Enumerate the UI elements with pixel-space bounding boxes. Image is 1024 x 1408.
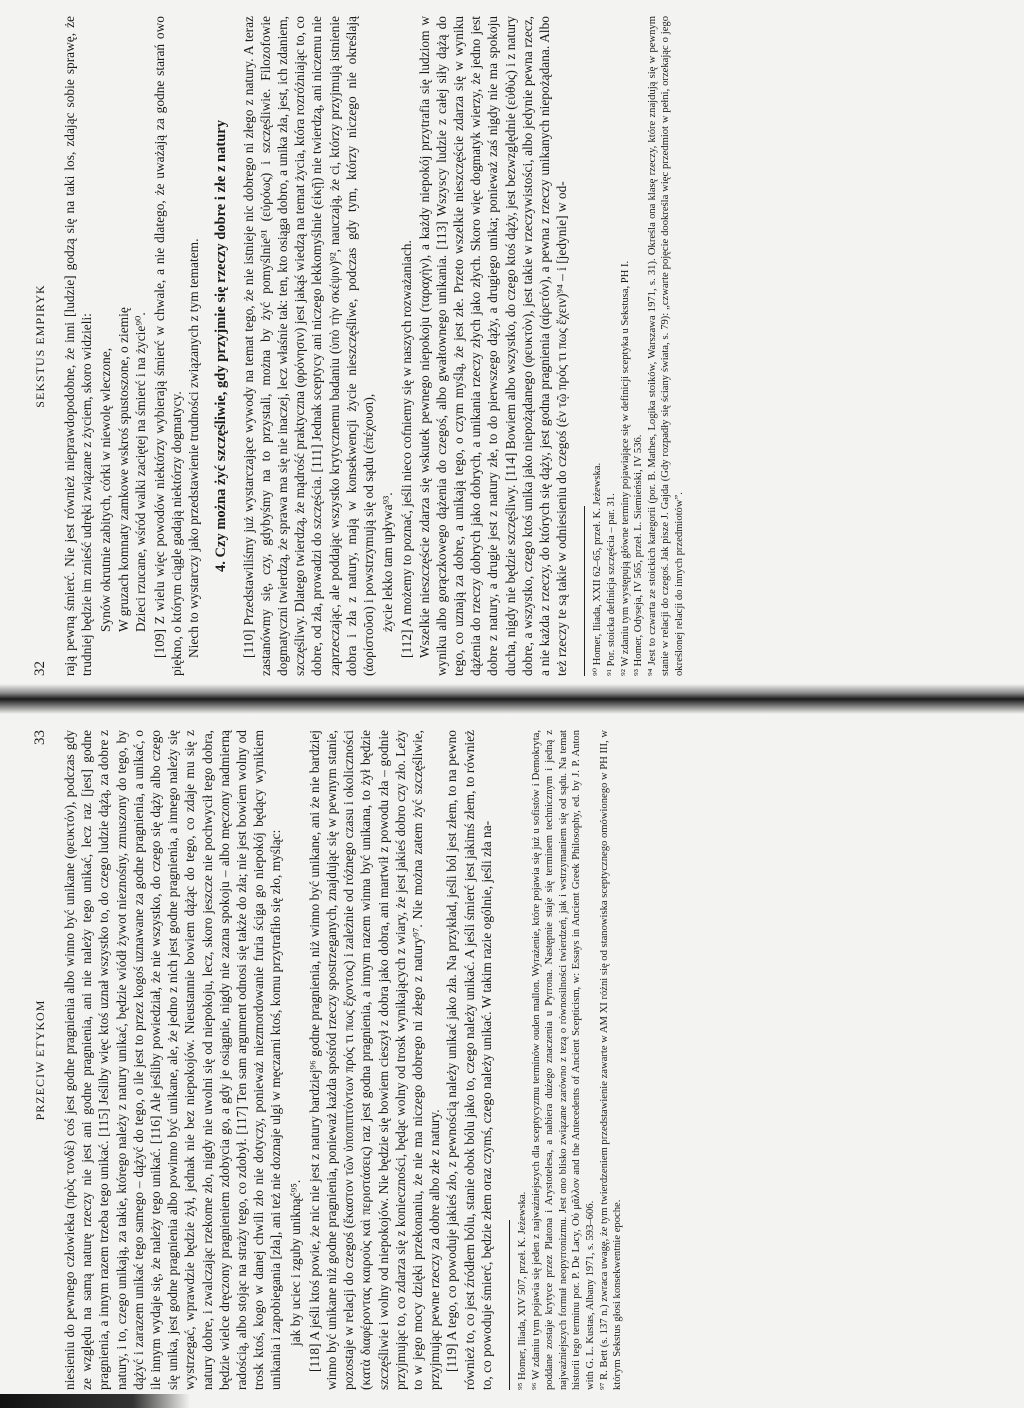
scan-edge-shadow — [0, 1394, 190, 1408]
footnote: ⁹¹ Por. stoicka definicja szczęścia – par. 31. — [606, 493, 618, 676]
paragraph: [110] Przedstawiliśmy już wystarczające wywody na temat tego, że nie istnieje nic dobrego ni złego z natury. A teraz zastanówmy się, czy, gdybyśmy na to przystali, można by żyć pomyślnie⁹¹ (εὐρόως) i szczęśliwie. Filozofowie dogmatyczni twierdzą, że sprawa ma się nie inaczej, lecz właśnie tak: ten, kto osiąga dobro, a unika zła, jest, ich zdaniem, szczęśliwy. Dlatego twierdzą, że mądrość praktyczna (φρόνησιν) jest jakąś wiedzą na temat życia, która rozróżniając to, co dobre, od zła, prowadzi do szczęścia. [111] Jednak sceptycy ani niczego lekkomyślnie (εἰκῇ) nie twierdzą, ani niczemu nie zaprzeczając, ale poddając wszystko krytycznemu badaniu (ὑπὸ τὴν σκέψιν)⁹², nauczają, że ci, którzy przyjmują istnienie dobra i zła z natury, mają w konsekwencji życie nieszczęśliwe, podczas gdy tym, którzy niczego nie określają (ἀορίστοῦσι) i powstrzymują się od sądu (ἐπέχουσι), — [240, 16, 377, 676]
paragraph: [119] A tego, co powoduje jakieś zło, z pewnością należy unikać jako zła. Na przykład, jeśli ból jest złem, to na pewno również to, co jest źródłem bólu, stanie obok bólu jako to, czego należy unikać. A jeśli śmierć jest jakimś złem, to również to, co powoduje śmierć, będzie złem oraz czymś, czego należy unikać. W takim razie ogólnie, jeśli zła na- — [444, 730, 494, 1390]
paragraph: [112] A możemy to poznać, jeśli nieco cofniemy się w naszych rozważaniach. — [399, 240, 415, 658]
footnote: ⁹⁰ Homer, Iliada, XXII 62–65, przeł. K. Jeżewska. — [592, 462, 604, 676]
footnote-rule — [584, 506, 585, 676]
paragraph: rają pewną śmierć. Nie jest również nieprawdopodobne, że inni [ludzie] godzą się na taki los, zdając sobie sprawę, że trudniej będzie im znieść udręki związane z życiem, skoro widzieli: — [62, 16, 95, 676]
footnote: ⁹⁷ R. Bett (s. 137 n.) zwraca uwagę, że tym twierdzeniem przedstawienie zawarte w AM XI różni się od stanowiska sceptycznego omówionego w PH III, w którym Sekstus głosi konsekwentnie epoche. — [598, 730, 624, 1390]
verse-quote — [97, 16, 149, 632]
book-spine-shadow — [0, 684, 1024, 714]
page-number: 33 — [32, 730, 48, 745]
verse-line: Dzieci rzucane, wśród walki zaciętej na śmierć i na życie⁹⁰. — [132, 312, 148, 632]
paragraph: niesieniu do pewnego człowieka (πρὸς τονδὲ) coś jest godne pragnienia albo winno być unikane (φευκτόν), podczas gdy ze względu na samą naturę rzeczy nie jest ani godne pragnienia, ani nie należy tego unikać, lecz raz [jest] godne pragnienia, a innym razem trzeba tego unikać. [115] Jeśliby więc ktoś uznał wszystko to, do czego ludzie dążą, za dobre z natury, i to, czego unikają, za takie, którego należy z natury unikać, będzie wiódł żywot nieznośny, zmuszony do tego, by dążyć i zarazem unikać tego samego – dążyć do tego, o ile jest to przez kogoś uznawane za godne pragnienia, a unikać, o ile innym wydaje się, że należy tego unikać. [116] Ale jeśliby powiedział, że nie wszystko, do czego się dąży albo czego się unika, jest godne pragnienia albo powinno być unikane, ale, że jedno z nich jest godne pragnienia, a innego należy się wystrzegać, wprawdzie będzie żył, jednak nie bez niepokojów. Nieustannie bowiem dążąc do tego, co zdaje mu się z natury dobre, i zwalczając rzekome zło, nigdy nie uwolni się od niepokoju, lecz, skoro jeszcze nie pochwycił tego dobra, będzie wielce dręczony pragnieniem zdobycia go, a gdy je osiągnie, nigdy nie zazna spokoju – albo męczony nadmierną radością, albo stojąc na straży tego, co zdobył. [117] Ten sam argument odnosi się także do zła; nie jest bowiem wolny od trosk ktoś, kogo w danej chwili zło nie dotyczy, ponieważ niezmordowanie furia ściga go niepokój będący wynikiem unikania i zapobiegania [zła], ani też nie doznaje ulgi w męczarni ktoś, komu przytrafiło się zło, myśląc: — [62, 730, 284, 1390]
page-32 — [32, 16, 992, 676]
verse-quote: życie lekko tam upływa⁹³. — [380, 492, 396, 632]
page-number: 32 — [32, 661, 48, 676]
paragraph: Niech to wystarczy jako przedstawienie trudności związanych z tym tematem. — [186, 238, 202, 658]
running-head-title: SEKSTUS EMPIRYK — [33, 284, 47, 408]
footnote: ⁹⁶ W zdaniu tym pojawia się jeden z najważniejszych dla sceptycyzmu terminów ouden mallon. Wyrażenie, które pojawia się już u sofistów i Demokryta, poddane zostaje krytyce przez Platona i Arystotelesa, a nabiera dużego znaczenia u Pyrrona. Następnie staje się terminem technicznym i jedną z najważniejszych formuł neopyrronizmu. Jest ono blisko związane zarówno z tezą o równosilności twierdzeń, jak i wstrzymaniem się od sądu. Na temat historii tego terminu por. P. De Lacy, Οὐ μᾶλλον and the Antecedents of Ancient Scepticism, w: Essays in Ancient Greek Philosophy, ed. by J. P. Anton with G. L. Kustas, Albany 1971, s. 593–606. — [530, 730, 597, 1390]
footnote-rule — [509, 1220, 510, 1390]
footnotes — [516, 730, 625, 1390]
footnotes — [591, 16, 686, 676]
verse-line: W gruzach komnaty zamkowe wskroś spustoszone, o ziemię — [115, 307, 131, 632]
running-head — [32, 16, 49, 676]
footnote: ⁹⁴ Jest to czwarta ze stoickich kategorii (por. B. Mathes, Logika stoików, Warszawa 1971, s. 31). Określa ona klasę rzeczy, które znajdują się w pewnym stanie w relacji do czegoś. Jak pisze J. Gajda (Gdy rozpadły się ściany świata, s. 79): „czwarte pojęcie dookreśla więc przedmiot w pełni, orzekając o jego określonej relacji do innych przedmiotów”. — [646, 16, 686, 676]
running-head — [32, 730, 49, 1390]
paragraph: Wszelkie nieszczęście zdarza się wskutek pewnego niepokoju (ταραχὴν), a każdy niepokój przytrafia się ludziom w wyniku albo gorączkowego dążenia do czegoś, albo gwałtownego unikania. [113] Wszyscy ludzie z całej siły dążą do tego, co uznają za dobre, a unikają tego, o czym myślą, że jest złe. Przeto wszelkie nieszczęście zdarza się w wyniku dążenia do rzeczy dobrych jako dobrych, a unikania rzeczy złych jako złych. Skoro więc dogmatyk wierzy, że jedno jest dobre z natury, a drugie jest z natury złe, to do pierwszego dąży, a drugiego unika; ponieważ zaś nigdy nie ma spokoju ducha, nigdy nie będzie szczęśliwy. [114] Bowiem albo wszystko, do czego ktoś dąży, jest bezwzględnie (εὐθὺς) i z natury dobre, a wszystko, czego ktoś unika jako niepożądanego (φευκτὸν), jest takie w rzeczywistości, albo jedynie pewna rzecz, a nie każda z rzeczy, do których się dąży, jest godna pragnienia (αἱρετόν), a pewna z rzeczy unikanych niepożądana. Albo też rzeczy te są takie w odniesieniu do czegoś (ἐν τῷ πρός τι πως ἔχειν)⁹⁴ – i [jedynie] w od- — [416, 16, 570, 676]
page-body — [61, 730, 495, 1390]
running-head-title: PRZECIW ETYKOM — [33, 999, 47, 1121]
footnote: ⁹² W zdaniu tym występują główne terminy pojawiające się w definicji sceptyka u Sekstusa, PH I. — [619, 260, 631, 676]
footnote: ⁹⁵ Homer, Iliada, XIV 507, przeł. K. Jeżewska. — [517, 1191, 529, 1390]
page-body — [61, 16, 570, 676]
footnote: ⁹³ Homer, Odyseja, IV 565, przeł. L. Siemieński, IV 536. — [633, 434, 645, 676]
section-heading: 4. Czy można żyć szczęśliwie, gdy przyjmie się rzeczy dobre i złe z natury — [212, 120, 229, 572]
verse-quote: jak by uciec i zguby uniknąć⁹⁵. — [287, 1179, 303, 1346]
paragraph: [109] Z wielu więc powodów niektórzy wybierają śmierć w chwale, a nie dlatego, że uważają za godne starań owo piękno, o którym ciągle gadają niektórzy dogmatycy. — [152, 16, 185, 676]
paragraph: [118] A jeśli ktoś powie, że nic nie jest z natury bardziej⁹⁶ godne pragnienia, niż winno być unikane, ani że nie bardziej winno być unikane niż godne pragnienia, ponieważ każda spośród rzeczy spostrzeganych, znajdując się w pewnym stanie, pozostaje w relacji do czegoś (ἕκαστον τῶν ὑποπιπτόντων πρός τι πως ἔχοντος) i zależnie od różnego czasu i okoliczności (κατὰ διαφέροντας καιροὺς καὶ περιστάσεις) raz jest godna pragnienia, a innym razem winna być unikana, to żył będzie szczęśliwie i wolny od niepokojów. Nie będzie się bowiem cieszył z dobra jako dobra, ani martwił z powodu zła – godnie przyjmując to, co zdarza się z konieczności, będąc wolny od trosk wynikających z wiary, że jest jakieś dobro czy zło. Leży to w jego mocy dzięki przekonaniu, że nie ma niczego dobrego ni złego z natury⁹⁷. Nie można zatem żyć szczęśliwie, przyjmując pewne rzeczy za dobre albo złe z natury. — [306, 730, 443, 1390]
page-33 — [32, 730, 992, 1390]
verse-line: Synów okrutnie zabitych, córki w niewolę wleczone, — [98, 347, 114, 632]
